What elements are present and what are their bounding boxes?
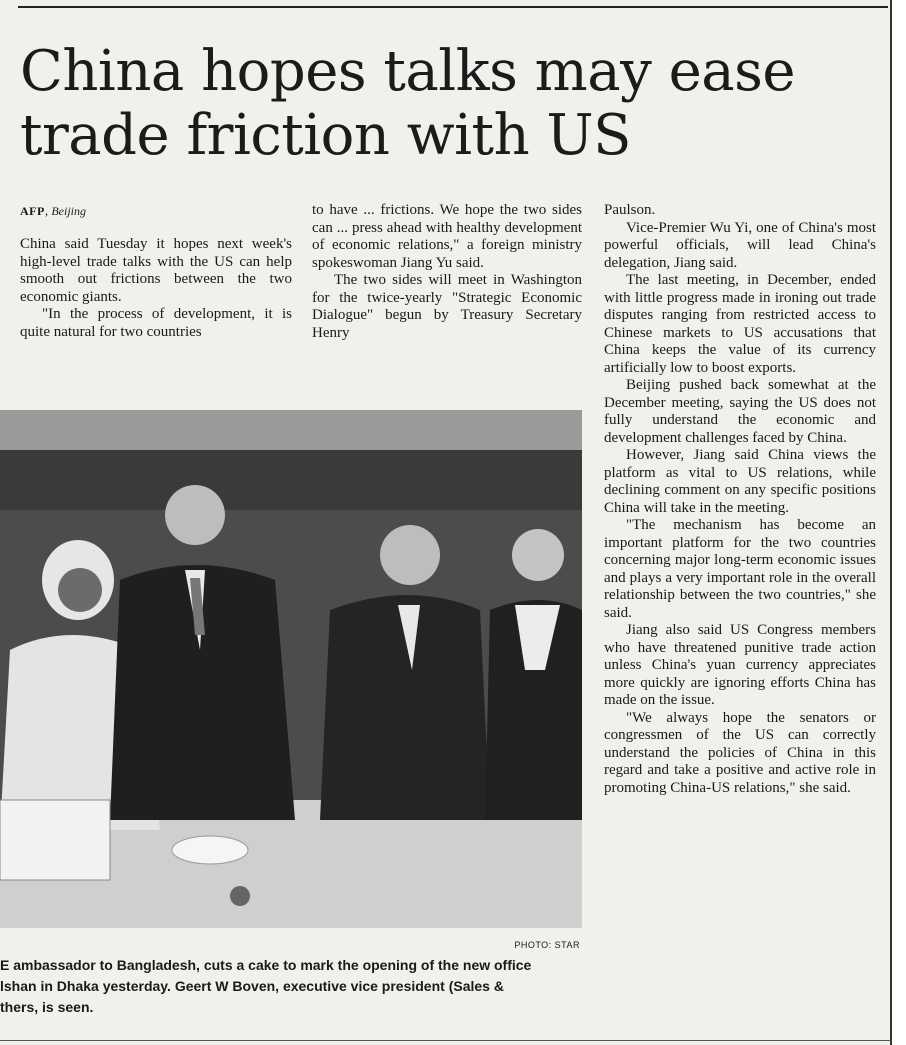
headline: China hopes talks may ease trade friction with US xyxy=(20,39,795,168)
photo-caption: E ambassador to Bangladesh, cuts a cake to mark the opening of the new office lshan in Dhaka yesterday. Geert W Boven, executive vice president (Sales & thers, is seen. xyxy=(0,957,532,1015)
paragraph: "The mechanism has become an important platform for the two countries concerning major long-term economic issues and plays a very important role in the overall relationship between the two countries," she said. xyxy=(604,517,876,621)
paragraph: Jiang also said US Congress members who have threatened punitive trade action unless China's yuan currency appreciates more quickly are ignoring efforts China has made on the issue. xyxy=(604,622,876,708)
paragraph: "In the process of development, it is quite natural for two countries xyxy=(20,306,292,340)
photo-credit: PHOTO: STAR xyxy=(514,940,580,950)
page-edge xyxy=(890,0,906,1045)
dateline-place: Beijing xyxy=(51,204,86,218)
paragraph: China said Tuesday it hopes next week's high-level trade talks with the US can help smooth out frictions between the two economic giants. xyxy=(20,236,292,305)
paragraph: The two sides will meet in Washington for the twice-yearly "Strategic Economic Dialogue" begun by Treasury Secretary Henry xyxy=(312,272,582,341)
paragraph: Paulson. xyxy=(604,202,656,218)
dateline-source: AFP xyxy=(20,204,45,218)
column-2 xyxy=(312,202,582,342)
paragraph: The last meeting, in December, ended with little progress made in ironing out trade disputes ranging from restricted access to Chinese markets to US accusations that China keeps the value of its currency artificially low to boost exports. xyxy=(604,272,876,376)
paragraph: Vice-Premier Wu Yi, one of China's most powerful officials, will lead China's delegation, Jiang said. xyxy=(604,219,876,271)
paragraph: "We always hope the senators or congressmen of the US can correctly understand the policies of China in this regard and take a positive and active role in promoting China-US relations," she said. xyxy=(604,709,876,796)
paragraph: However, Jiang said China views the platform as vital to US relations, while declining comment on any specific positions China will take in the meeting. xyxy=(604,447,876,516)
column-3 xyxy=(604,202,876,797)
photo-illustration xyxy=(0,410,582,928)
column-1 xyxy=(20,236,292,341)
top-rule xyxy=(18,6,888,8)
bottom-rule xyxy=(0,1040,892,1041)
news-photo xyxy=(0,410,582,928)
paragraph: to have ... frictions. We hope the two sides can ... press ahead with healthy development of economic relations," a foreign ministry spokeswoman Jiang Yu said. xyxy=(312,202,582,271)
dateline: AFP, Beijing xyxy=(20,203,86,218)
paragraph: Beijing pushed back somewhat at the December meeting, saying the US does not fully understand the economic and development challenges faced by China. xyxy=(604,377,876,446)
